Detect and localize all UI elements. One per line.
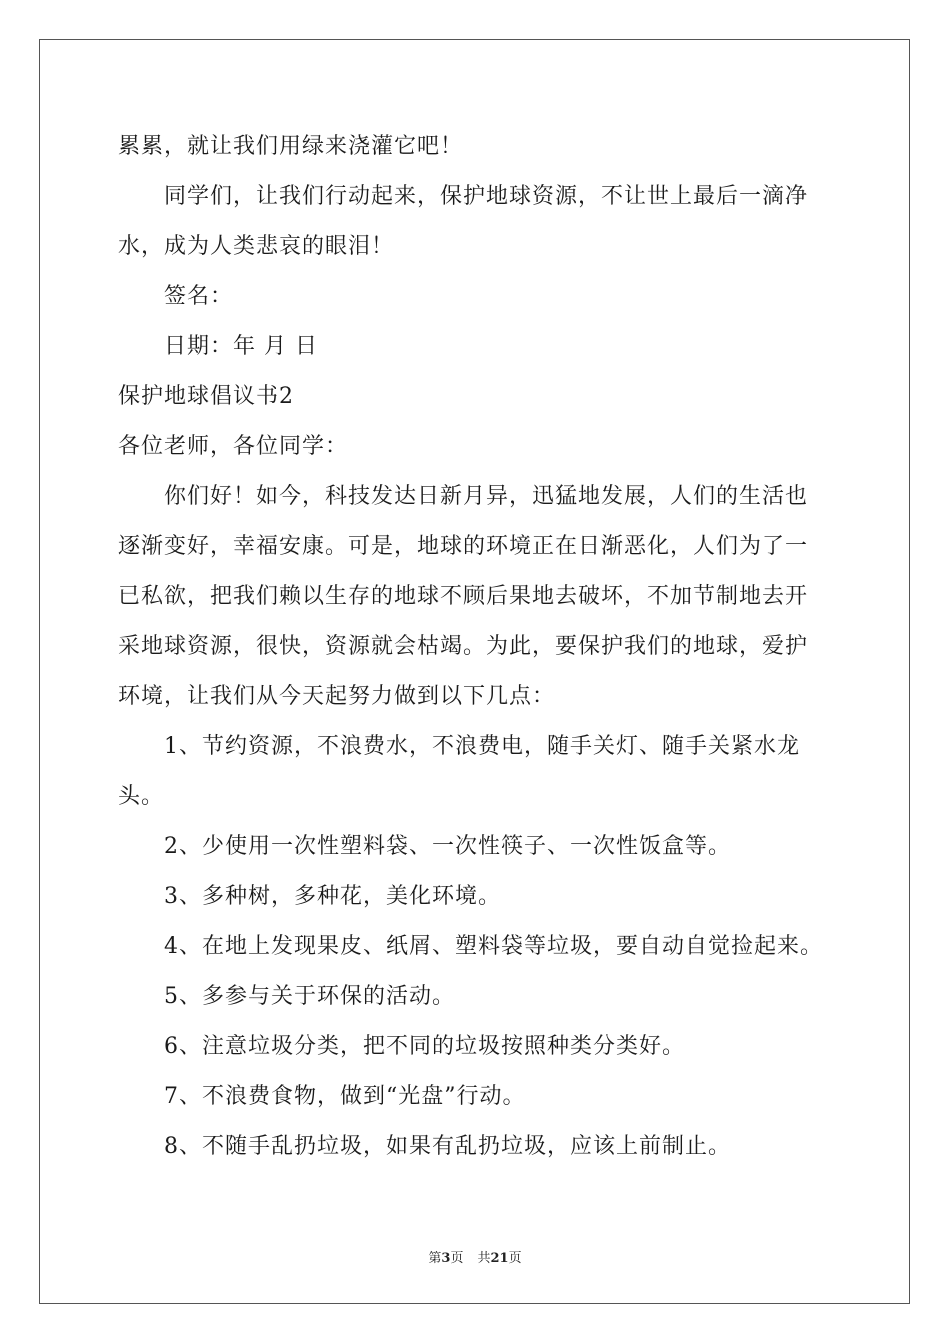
- page-footer: [0, 1247, 950, 1266]
- text-line: 累累，就让我们用绿来浇灌它吧！: [118, 134, 464, 159]
- footer-page-suffix: 页: [450, 1251, 464, 1266]
- text-line: 8、不随手乱扔垃圾，如果有乱扔垃圾，应该上前制止。: [164, 1134, 731, 1159]
- text-line: 日期：年 月 日: [164, 334, 318, 359]
- text-line: 逐渐变好，幸福安康。可是，地球的环境正在日渐恶化，人们为了一: [118, 534, 809, 559]
- text-line: 3、多种树，多种花，美化环境。: [164, 884, 501, 909]
- text-line: 已私欲，把我们赖以生存的地球不顾后果地去破坏，不加节制地去开: [118, 584, 809, 609]
- footer-page-number: 3: [441, 1251, 451, 1266]
- text-line: 2、少使用一次性塑料袋、一次性筷子、一次性饭盒等。: [164, 834, 731, 859]
- footer-page-prefix: 第: [428, 1251, 442, 1266]
- text-line: 头。: [118, 784, 165, 809]
- footer-total-prefix: 共: [477, 1251, 491, 1266]
- text-line: 6、注意垃圾分类，把不同的垃圾按照种类分类好。: [164, 1034, 685, 1059]
- text-line: 保护地球倡议书2: [118, 384, 294, 409]
- footer-total-pages: 21: [490, 1251, 509, 1266]
- document-body: [118, 122, 838, 1172]
- text-line: 5、多参与关于环保的活动。: [164, 984, 455, 1009]
- text-line: 4、在地上发现果皮、纸屑、塑料袋等垃圾，要自动自觉捡起来。: [164, 934, 823, 959]
- text-line: 水，成为人类悲哀的眼泪！: [118, 234, 395, 259]
- footer-total-suffix: 页: [508, 1251, 522, 1266]
- text-line: 环境，让我们从今天起努力做到以下几点：: [118, 684, 556, 709]
- text-line: 7、不浪费食物，做到“光盘”行动。: [164, 1084, 526, 1109]
- text-line: 采地球资源，很快，资源就会枯竭。为此，要保护我们的地球，爱护: [118, 634, 809, 659]
- text-line: 1、节约资源，不浪费水，不浪费电，随手关灯、随手关紧水龙: [164, 734, 800, 759]
- text-line: 同学们，让我们行动起来，保护地球资源，不让世上最后一滴净: [164, 184, 809, 209]
- text-line: 你们好！如今，科技发达日新月异，迅猛地发展，人们的生活也: [164, 484, 809, 509]
- text-line: 各位老师，各位同学：: [118, 434, 349, 459]
- text-line: 签名：: [164, 284, 234, 309]
